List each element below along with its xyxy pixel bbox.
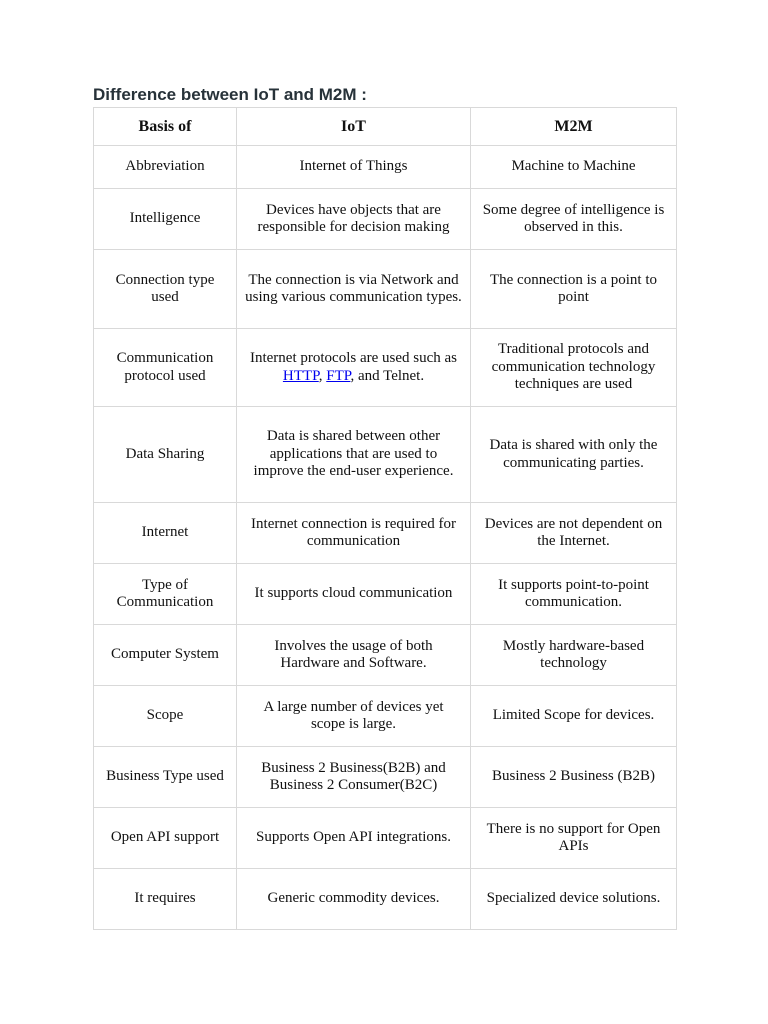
row-basis-cell: Intelligence: [94, 189, 237, 250]
row-m2m-cell: Business 2 Business (B2B): [471, 747, 677, 808]
table-row: [94, 250, 677, 329]
row-m2m-cell: Data is shared with only the communicating parties.: [471, 407, 677, 503]
table-row: [94, 189, 677, 250]
row-m2m-cell: Mostly hardware-based technology: [471, 625, 677, 686]
row-iot-cell: Generic commodity devices.: [237, 869, 471, 930]
row-m2m-cell: Machine to Machine: [471, 146, 677, 189]
row-m2m-cell: Devices are not dependent on the Internet.: [471, 503, 677, 564]
page-heading: Difference between IoT and M2M :: [93, 85, 367, 104]
row-m2m-cell: There is no support for Open APIs: [471, 808, 677, 869]
row-iot-cell: Internet of Things: [237, 146, 471, 189]
table-row: [94, 564, 677, 625]
table-row: [94, 808, 677, 869]
header-iot: IoT: [237, 108, 471, 146]
row-basis-cell: Abbreviation: [94, 146, 237, 189]
row-basis-cell: It requires: [94, 869, 237, 930]
table-row: [94, 407, 677, 503]
table-header-row: [94, 108, 677, 146]
row-basis-cell: Connection type used: [94, 250, 237, 329]
http-link[interactable]: HTTP: [282, 367, 319, 384]
row-iot-cell: Data is shared between other applications that are used to improve the end-user experience.: [237, 407, 471, 503]
row-basis-cell: Data Sharing: [94, 407, 237, 503]
ftp-link[interactable]: FTP: [326, 367, 351, 384]
row-iot-cell: Devices have objects that are responsible for decision making: [237, 189, 471, 250]
row-iot-cell: The connection is via Network and using various communication types.: [237, 250, 471, 329]
row-m2m-cell: The connection is a point to point: [471, 250, 677, 329]
row-iot-cell: A large number of devices yet scope is large.: [237, 686, 471, 747]
table-row: [94, 625, 677, 686]
row-m2m-cell: Some degree of intelligence is observed in this.: [471, 189, 677, 250]
header-m2m: M2M: [471, 108, 677, 146]
row-basis-cell: Computer System: [94, 625, 237, 686]
table-row: [94, 146, 677, 189]
row-m2m-cell: Specialized device solutions.: [471, 869, 677, 930]
row-basis-cell: Communication protocol used: [94, 329, 237, 407]
header-basis: Basis of: [94, 108, 237, 146]
row-iot-cell: Business 2 Business(B2B) and Business 2 Consumer(B2C): [237, 747, 471, 808]
iot-text-after: , and Telnet.: [350, 367, 425, 384]
table-row: [94, 503, 677, 564]
table-row: [94, 869, 677, 930]
table-row: [94, 686, 677, 747]
row-iot-cell: Internet connection is required for communication: [237, 503, 471, 564]
row-basis-cell: Open API support: [94, 808, 237, 869]
row-basis-cell: Type of Communication: [94, 564, 237, 625]
row-iot-cell: Supports Open API integrations.: [237, 808, 471, 869]
row-basis-cell: Business Type used: [94, 747, 237, 808]
row-iot-cell: [237, 329, 471, 407]
row-m2m-cell: Limited Scope for devices.: [471, 686, 677, 747]
row-basis-cell: Internet: [94, 503, 237, 564]
iot-text-before: Internet protocols are used such as: [249, 350, 457, 366]
row-iot-cell: Involves the usage of both Hardware and Software.: [237, 625, 471, 686]
row-m2m-cell: It supports point-to-point communication.: [471, 564, 677, 625]
row-basis-cell: Scope: [94, 686, 237, 747]
iot-text-sep: ,: [318, 367, 327, 384]
comparison-table: [93, 107, 677, 930]
row-iot-cell: It supports cloud communication: [237, 564, 471, 625]
row-m2m-cell: Traditional protocols and communication technology techniques are used: [471, 329, 677, 407]
table-row: [94, 329, 677, 407]
table-row: [94, 747, 677, 808]
